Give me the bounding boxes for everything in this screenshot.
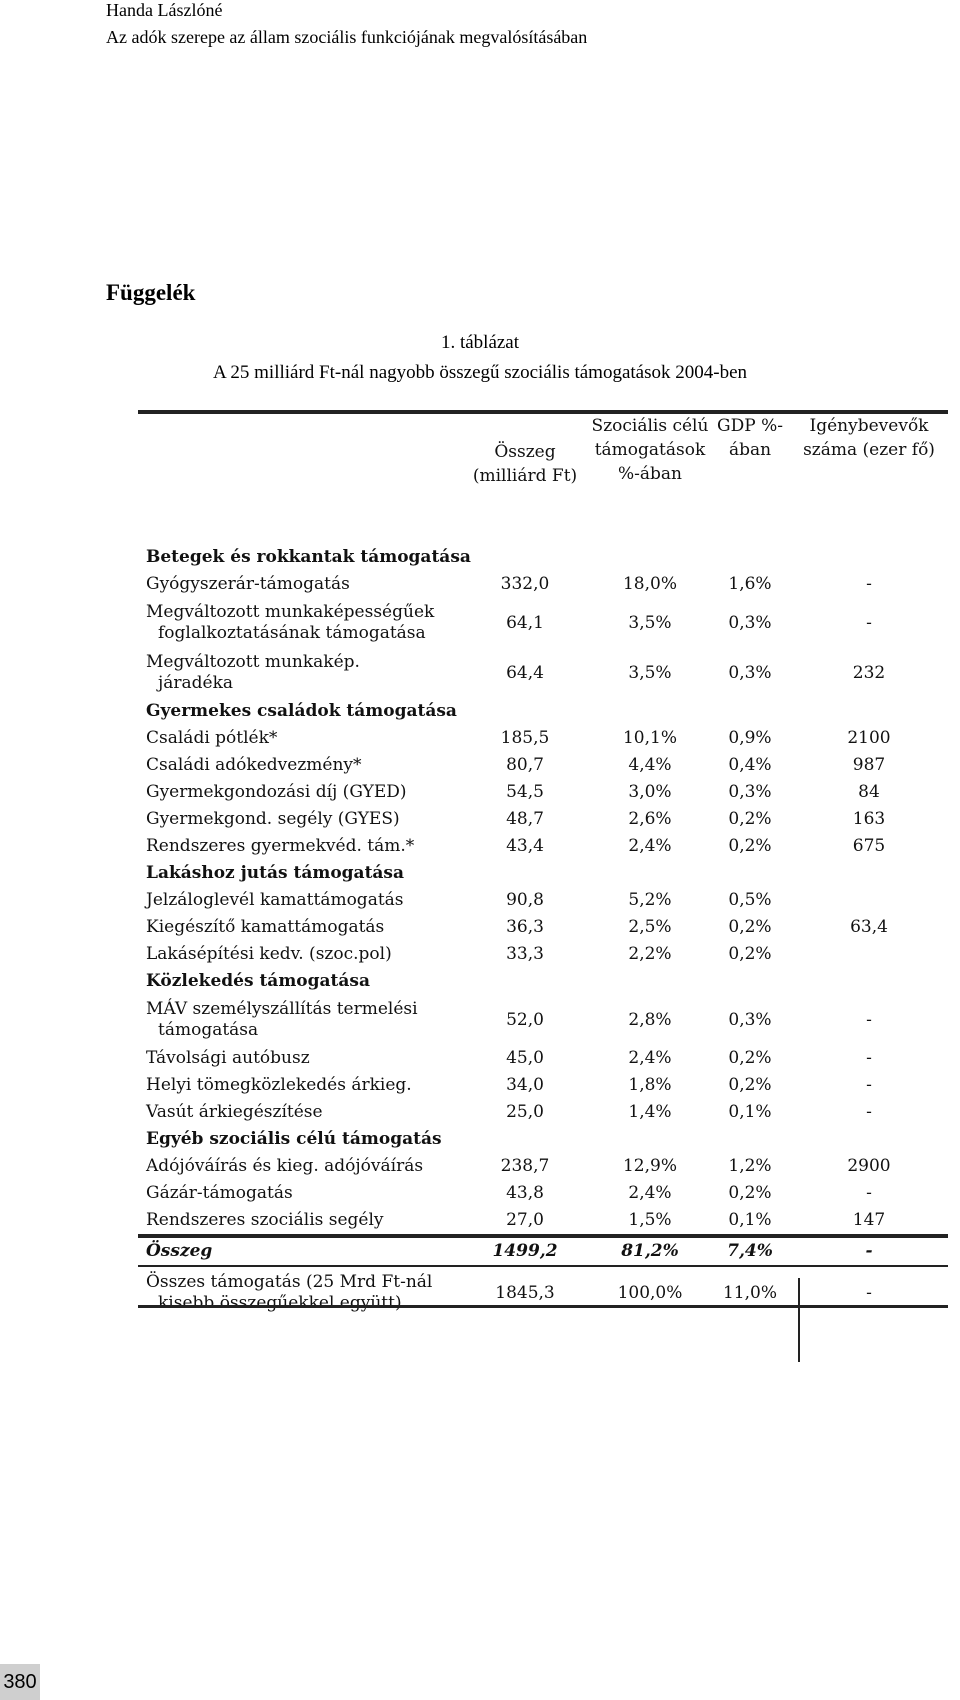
table-row <box>138 1180 948 1207</box>
row-label-text: MÁV személyszállítás termelési <box>146 999 418 1019</box>
cell-users: - <box>866 1048 872 1068</box>
table-row <box>138 725 948 752</box>
table-section-row <box>138 968 948 995</box>
row-label <box>138 1045 460 1072</box>
cell-gdp: 0,1% <box>728 1102 772 1122</box>
row-label-text: Kiegészítő kamattámogatás <box>146 917 385 937</box>
table-row <box>138 1072 948 1099</box>
row-label-text: Rendszeres szociális segély <box>146 1210 384 1230</box>
cell-gdp: 7,4% <box>710 1236 790 1266</box>
cell-share: 2,4% <box>628 836 672 856</box>
cell-amount: 43,4 <box>506 836 544 856</box>
table-row <box>138 1099 948 1126</box>
cell-amount: 27,0 <box>506 1210 544 1230</box>
cell-gdp: 1,6% <box>728 574 772 594</box>
table-section-row <box>138 860 948 887</box>
row-label-text-line2: járadéka <box>158 673 234 693</box>
cell-share: 4,4% <box>628 755 672 775</box>
header-title: Az adók szerepe az állam szociális funkciójának megvalósításában <box>106 27 588 47</box>
cell-amount: 25,0 <box>506 1102 544 1122</box>
cell-share: 100,0% <box>617 1282 683 1303</box>
cell-share: 3,5% <box>628 662 672 683</box>
row-label <box>138 1180 460 1207</box>
cell-gdp: 0,2% <box>728 1048 772 1068</box>
row-label-text-line2: foglalkoztatásának támogatása <box>158 623 426 643</box>
row-label <box>138 1153 460 1180</box>
cell-users: 232 <box>852 662 886 683</box>
cell-users: 987 <box>852 755 886 775</box>
row-label-text: Lakáshoz jutás támogatása <box>146 863 405 883</box>
cell-gdp: 0,1% <box>728 1210 772 1230</box>
row-label-text: Közlekedés támogatása <box>146 971 371 991</box>
row-label <box>138 1236 460 1266</box>
cell-share: 18,0% <box>622 574 677 594</box>
row-label-text-line2: kisebb összegűekkel együtt) <box>158 1293 402 1313</box>
row-label <box>138 833 460 860</box>
table-row <box>138 598 948 648</box>
cell-amount: 90,8 <box>506 890 544 910</box>
row-label-text: Gyógyszerár-támogatás <box>146 574 350 594</box>
row-label <box>138 1126 948 1153</box>
col-header-share: Szociális célú támogatások %-ában <box>591 416 709 484</box>
cell-gdp: 0,3% <box>728 662 772 683</box>
col-header-label <box>138 414 460 544</box>
cell-share: 2,4% <box>628 1048 672 1068</box>
row-label <box>138 598 460 648</box>
cell-users: - <box>866 612 872 633</box>
cell-share: 12,9% <box>622 1156 677 1176</box>
row-label <box>138 752 460 779</box>
row-label <box>138 1099 460 1126</box>
cell-gdp: 0,2% <box>728 1075 772 1095</box>
row-label-text: Betegek és rokkantak támogatása <box>146 547 471 567</box>
cell-share: 3,5% <box>628 612 672 633</box>
table-row <box>138 995 948 1045</box>
row-label-text: Távolsági autóbusz <box>146 1048 310 1068</box>
row-label-text: Összes támogatás (25 Mrd Ft-nál <box>146 1272 433 1292</box>
table-header-row <box>138 414 948 544</box>
cell-users: - <box>790 1236 948 1266</box>
table-row <box>138 1207 948 1236</box>
cell-amount: 48,7 <box>506 809 544 829</box>
table-row <box>138 1153 948 1180</box>
row-label-text: Jelzáloglevél kamattámogatás <box>146 890 404 910</box>
row-label <box>138 698 948 725</box>
cell-users: - <box>866 1009 872 1030</box>
table-section-row <box>138 1126 948 1153</box>
row-label-text: Családi pótlék* <box>146 728 278 748</box>
col-header-users: Igénybevevők száma (ezer fő) <box>803 416 935 460</box>
row-label-text: Családi adókedvezmény* <box>146 755 362 775</box>
row-label <box>138 648 460 698</box>
housing-rows-bracket <box>798 1278 800 1362</box>
row-label <box>138 968 948 995</box>
row-label <box>138 806 460 833</box>
cell-amount: 64,4 <box>506 662 544 683</box>
cell-gdp: 0,3% <box>728 782 772 802</box>
cell-users: - <box>866 1075 872 1095</box>
row-label <box>138 725 460 752</box>
cell-amount: 54,5 <box>506 782 544 802</box>
cell-users: 2900 <box>847 1156 891 1176</box>
cell-gdp: 0,9% <box>728 728 772 748</box>
table-bottom-rule <box>138 1305 948 1308</box>
cell-gdp: 11,0% <box>722 1282 777 1303</box>
cell-share: 2,8% <box>628 1009 672 1030</box>
cell-share: 10,1% <box>622 728 677 748</box>
row-label-text: Lakásépítési kedv. (szoc.pol) <box>146 944 392 964</box>
cell-gdp: 0,2% <box>728 944 772 964</box>
cell-amount: 185,5 <box>500 728 550 748</box>
table-row <box>138 648 948 698</box>
row-label-text: Összeg <box>146 1241 213 1261</box>
row-label-text: Gázár-támogatás <box>146 1183 293 1203</box>
row-label-text: Helyi tömegközlekedés árkieg. <box>146 1075 412 1095</box>
cell-amount: 33,3 <box>506 944 544 964</box>
cell-users: - <box>866 574 872 594</box>
table-row <box>138 779 948 806</box>
row-label <box>138 1072 460 1099</box>
cell-gdp: 0,2% <box>728 809 772 829</box>
cell-users: 84 <box>858 782 880 802</box>
cell-amount: 1845,3 <box>495 1282 555 1303</box>
support-table <box>138 410 948 1313</box>
cell-amount: 238,7 <box>500 1156 550 1176</box>
cell-amount: 34,0 <box>506 1075 544 1095</box>
cell-share: 5,2% <box>628 890 672 910</box>
cell-share: 2,2% <box>628 944 672 964</box>
cell-share: 1,8% <box>628 1075 672 1095</box>
appendix-heading: Függelék <box>106 280 196 305</box>
col-header-amount: Összeg (milliárd Ft) <box>472 442 578 486</box>
cell-share: 2,4% <box>628 1183 672 1203</box>
row-label-text: Vasút árkiegészítése <box>146 1102 323 1122</box>
cell-gdp: 0,5% <box>728 890 772 910</box>
cell-users: - <box>866 1183 872 1203</box>
cell-amount: 64,1 <box>506 612 544 633</box>
header-author: Handa Lászlóné <box>106 0 223 20</box>
table-row <box>138 752 948 779</box>
row-label-text: Megváltozott munkaképességűek <box>146 602 435 622</box>
table-body <box>138 544 948 1319</box>
cell-users: - <box>866 1102 872 1122</box>
cell-share: 2,5% <box>628 917 672 937</box>
data-table <box>138 414 948 1319</box>
cell-gdp: 1,2% <box>728 1156 772 1176</box>
cell-amount: 1499,2 <box>460 1236 590 1266</box>
row-label-text: Egyéb szociális célú támogatás <box>146 1129 442 1149</box>
cell-share: 1,5% <box>628 1210 672 1230</box>
table-row <box>138 571 948 598</box>
cell-gdp: 0,2% <box>728 917 772 937</box>
cell-gdp: 0,3% <box>728 612 772 633</box>
row-label <box>138 887 460 914</box>
cell-users: 2100 <box>847 728 891 748</box>
row-label <box>138 914 460 941</box>
table-number: 1. táblázat <box>440 332 520 353</box>
cell-amount: 43,8 <box>506 1183 544 1203</box>
row-label-text: Rendszeres gyermekvéd. tám.* <box>146 836 415 856</box>
cell-users: 163 <box>852 809 886 829</box>
cell-amount: 332,0 <box>500 574 550 594</box>
cell-amount: 52,0 <box>506 1009 544 1030</box>
cell-gdp: 0,3% <box>728 1009 772 1030</box>
row-label <box>138 941 460 968</box>
row-label <box>138 860 948 887</box>
table-total-row <box>138 1266 948 1319</box>
cell-amount: 45,0 <box>506 1048 544 1068</box>
row-label-text: Gyermekes családok támogatása <box>146 701 457 721</box>
row-label <box>138 571 460 598</box>
cell-share: 2,6% <box>628 809 672 829</box>
table-caption: A 25 milliárd Ft-nál nagyobb összegű szociális támogatások 2004-ben <box>212 362 747 383</box>
row-label-text-line2: támogatása <box>158 1020 259 1040</box>
row-label <box>138 779 460 806</box>
cell-users: 147 <box>852 1210 886 1230</box>
table-row <box>138 806 948 833</box>
row-label <box>138 1266 460 1319</box>
cell-amount: 36,3 <box>506 917 544 937</box>
table-row <box>138 1045 948 1072</box>
cell-users: 675 <box>852 836 886 856</box>
table-sum-row <box>138 1236 948 1266</box>
row-label-text: Megváltozott munkakép. <box>146 652 360 672</box>
cell-gdp: 0,2% <box>728 836 772 856</box>
row-label <box>138 544 948 571</box>
cell-gdp: 0,4% <box>728 755 772 775</box>
cell-amount: 80,7 <box>506 755 544 775</box>
cell-users: 63,4 <box>850 917 888 937</box>
row-label-text: Gyermekgond. segély (GYES) <box>146 809 400 829</box>
row-label <box>138 995 460 1045</box>
table-section-row <box>138 698 948 725</box>
cell-share: 1,4% <box>628 1102 672 1122</box>
table-section-row <box>138 544 948 571</box>
table-row <box>138 887 948 914</box>
table-row <box>138 833 948 860</box>
cell-gdp: 0,2% <box>728 1183 772 1203</box>
col-header-gdp: GDP %-ában <box>717 416 783 460</box>
cell-users: - <box>866 1282 872 1303</box>
row-label-text: Adójóváírás és kieg. adójóváírás <box>146 1156 424 1176</box>
page-number: 380 <box>0 1664 40 1700</box>
row-label-text: Gyermekgondozási díj (GYED) <box>146 782 407 802</box>
cell-share: 3,0% <box>628 782 672 802</box>
cell-share: 81,2% <box>590 1236 710 1266</box>
row-label <box>138 1207 460 1236</box>
